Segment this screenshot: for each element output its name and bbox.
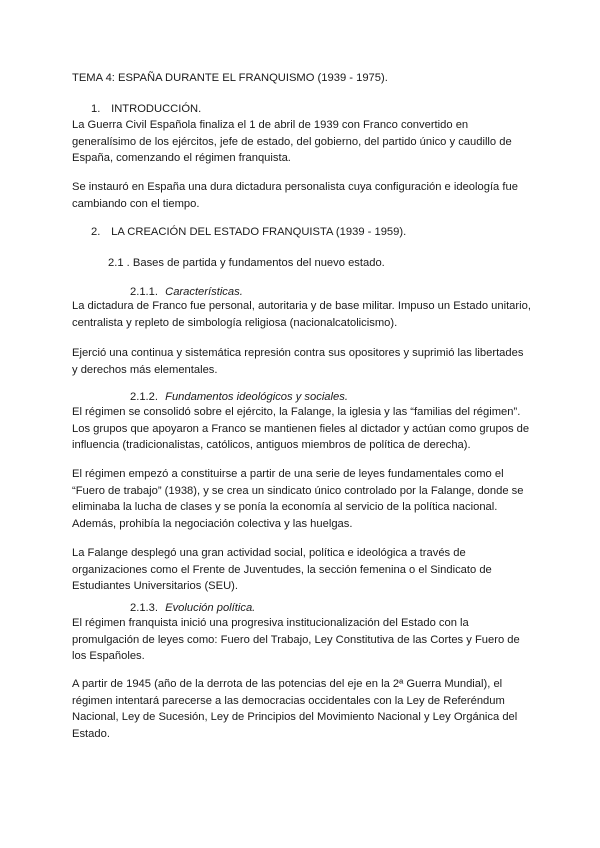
subsection-heading xyxy=(108,255,568,272)
text-line: “Fuero de trabajo” (1938), y se crea un sindicato único controlado por la Falange, donde se xyxy=(72,484,524,497)
document-title: TEMA 4: ESPAÑA DURANTE EL FRANQUISMO (1939 - 1975). xyxy=(72,72,388,84)
text-line: eliminaba la lucha de clases y se ponía la economía al servicio de la política nacional. xyxy=(72,501,498,514)
text-line: Además, prohibía la negociación colectiva y las huelgas. xyxy=(72,517,353,530)
text-line: La Falange desplegó una gran actividad social, política e ideológica a través de xyxy=(72,547,466,559)
paragraph xyxy=(72,404,532,454)
text-line: influencia (tradicionalistas, católicos, antiguos miembros de política de derecha). xyxy=(72,439,471,452)
section-title: LA CREACIÓN DEL ESTADO FRANQUISTA (1939 - 1959). xyxy=(111,226,407,238)
text-line: cambiando con el tiempo. xyxy=(72,197,200,210)
text-line: Nacional, Ley de Sucesión, Ley de Principios del Movimiento Nacional y Ley Orgánica del xyxy=(72,711,518,724)
text-line: El régimen empezó a constituirse a partir de una serie de leyes fundamentales como el xyxy=(72,468,504,480)
subsubsection-title: Características. xyxy=(165,286,243,298)
paragraph xyxy=(72,345,532,378)
subsubsection-number: 2.1.1. xyxy=(130,286,158,298)
text-line: La Guerra Civil Española finaliza el 1 de abril de 1939 con Franco convertido en xyxy=(72,119,469,131)
paragraph xyxy=(72,545,532,595)
section-number: 2. xyxy=(91,226,101,238)
paragraph xyxy=(72,117,532,167)
text-line: Ejerció una continua y sistemática represión contra sus opositores y suprimió las libertades xyxy=(72,347,524,359)
text-line: organizaciones como el Frente de Juventudes, la sección femenina o el Sindicato de xyxy=(72,563,492,576)
subsubsection-number: 2.1.2. xyxy=(130,391,158,403)
text-line: La dictadura de Franco fue personal, autoritaria y de base militar. Impuso un Estado unitario, xyxy=(72,300,531,312)
subsubsection-title: Evolución política. xyxy=(165,602,256,614)
section-title: INTRODUCCIÓN. xyxy=(111,103,202,115)
subsection-number: 2.1 . xyxy=(108,257,130,269)
text-line: Estado. xyxy=(72,727,110,740)
text-line: España, comenzando el régimen franquista. xyxy=(72,152,291,165)
text-line: y derechos más elementales. xyxy=(72,363,218,376)
section-heading-creacion xyxy=(91,224,551,241)
section-number: 1. xyxy=(91,103,101,115)
text-line: los Españoles. xyxy=(72,650,145,663)
text-line: generalísimo de los ejércitos, jefe de estado, del gobierno, del partido único y caudillo de xyxy=(72,135,512,148)
section-heading-introduccion xyxy=(91,101,551,118)
text-line: Estudiantes Universitarios (SEU). xyxy=(72,580,239,593)
subsubsection-number: 2.1.3. xyxy=(130,602,158,614)
text-line: Se instauró en España una dura dictadura personalista cuya configuración e ideología fue xyxy=(72,181,518,193)
text-line: El régimen franquista inició una progresiva institucionalización del Estado con la xyxy=(72,617,469,629)
text-line: promulgación de leyes como: Fuero del Trabajo, Ley Constitutiva de las Cortes y Fuero de xyxy=(72,633,520,646)
paragraph xyxy=(72,466,532,532)
text-line: centralista y repleto de simbología religiosa (nacionalcatolicismo). xyxy=(72,316,398,329)
text-line: El régimen se consolidó sobre el ejército, la Falange, la iglesia y las “familias del régimen”. xyxy=(72,406,521,418)
paragraph xyxy=(72,179,532,212)
paragraph xyxy=(72,676,532,742)
subsubsection-title: Fundamentos ideológicos y sociales. xyxy=(165,391,348,403)
text-line: régimen intentará parecerse a las democracias occidentales con la Ley de Referéndum xyxy=(72,694,505,707)
text-line: Los grupos que apoyaron a Franco se mantienen fieles al dictador y actúan como grupos de xyxy=(72,422,530,435)
text-line: A partir de 1945 (año de la derrota de las potencias del eje en la 2ª Guerra Mundial), el xyxy=(72,678,503,690)
paragraph xyxy=(72,298,532,331)
subsection-title: Bases de partida y fundamentos del nuevo estado. xyxy=(132,257,385,269)
paragraph xyxy=(72,615,532,665)
